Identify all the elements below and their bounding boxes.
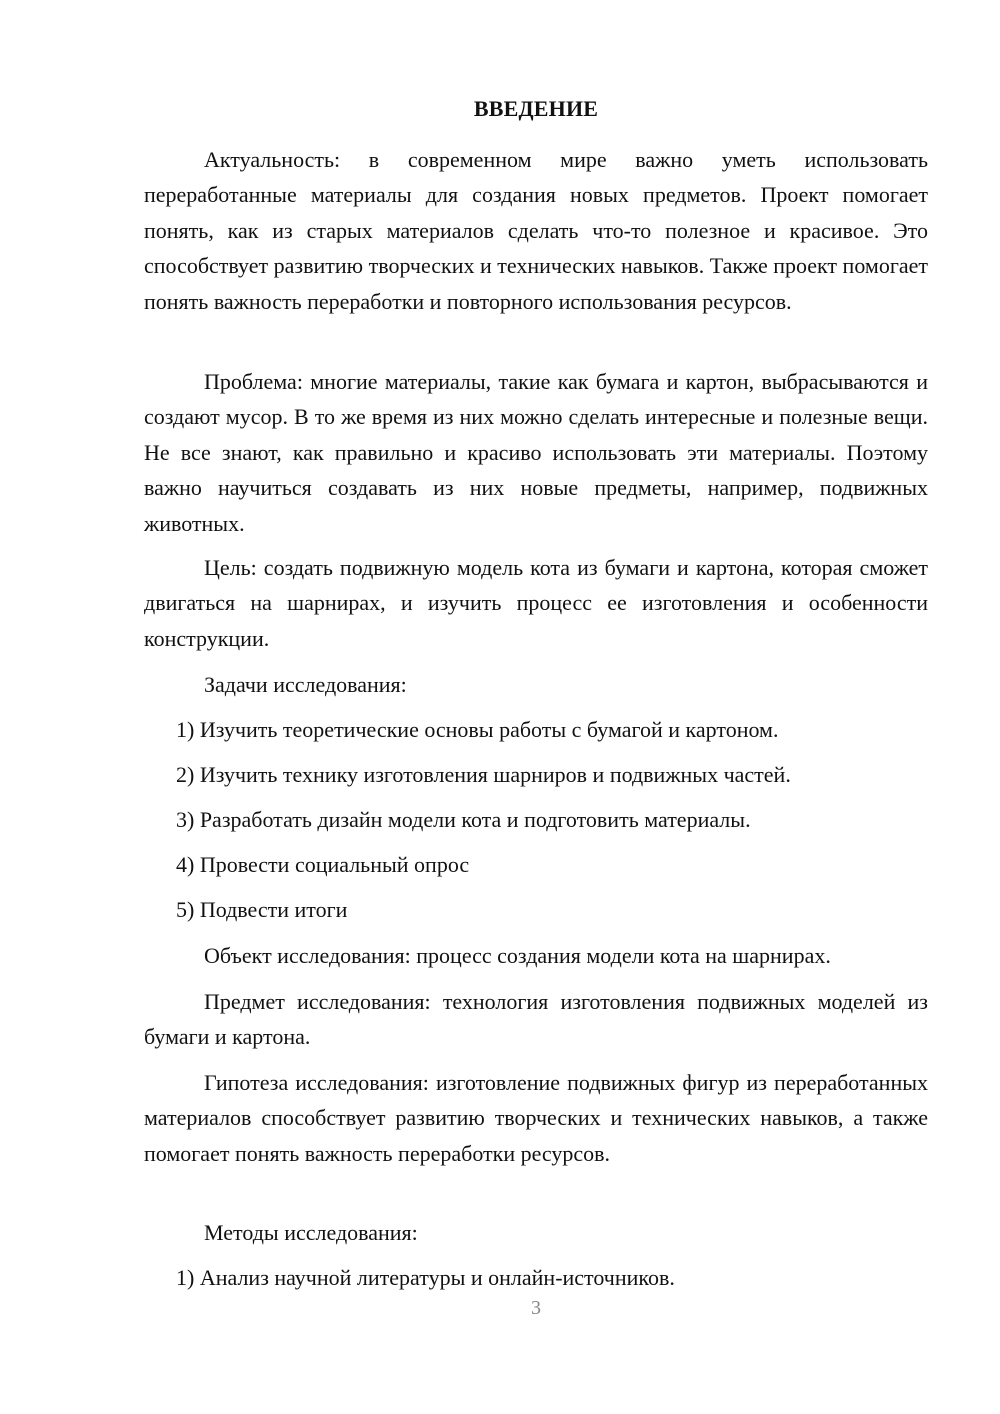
method-item-1: 1) Анализ научной литературы и онлайн-источников. — [176, 1265, 675, 1290]
methods-title: Методы исследования: — [204, 1220, 418, 1245]
page-number: 3 — [531, 1297, 541, 1319]
paragraph-object: Объект исследования: процесс создания модели кота на шарнирах. — [204, 943, 831, 968]
paragraph-hypothesis: Гипотеза исследования: изготовление подвижных фигур из переработанных материалов способствует развитию творческих и технических навыков, а также помогает понять важность переработки ресурсов. — [144, 1070, 928, 1166]
task-item-4: 4) Провести социальный опрос — [176, 852, 470, 877]
tasks-title: Задачи исследования: — [204, 672, 407, 697]
paragraph-subject: Предмет исследования: технология изготовления подвижных моделей из бумаги и картона. — [144, 989, 928, 1050]
page-heading: ВВЕДЕНИЕ — [473, 96, 599, 121]
paragraph-problem: Проблема: многие материалы, такие как бумага и картон, выбрасываются и создают мусор. В то же время из них можно сделать интересные и полезные вещи. Не все знают, как правильно и красиво использовать эти материалы. Поэтому важно научиться создавать из них новые предметы, например, подвижных животных. — [144, 369, 928, 536]
task-item-3: 3) Разработать дизайн модели кота и подготовить материалы. — [176, 807, 751, 832]
paragraph-goal: Цель: создать подвижную модель кота из бумаги и картона, которая сможет двигаться на шарнирах, и изучить процесс ее изготовления и особенности конструкции. — [144, 555, 928, 651]
task-item-5: 5) Подвести итоги — [176, 897, 348, 922]
task-item-2: 2) Изучить технику изготовления шарниров и подвижных частей. — [176, 762, 791, 787]
task-item-1: 1) Изучить теоретические основы работы с бумагой и картоном. — [176, 717, 779, 742]
paragraph-actuality: Актуальность: в современном мире важно уметь использовать переработанные материалы для создания новых предметов. Проект помогает понять, как из старых материалов сделать что-то полезное и красивое. Это способствует развитию творческих и технических навыков. Также проект помогает понять важность переработки и повторного использования ресурсов. — [144, 147, 928, 314]
